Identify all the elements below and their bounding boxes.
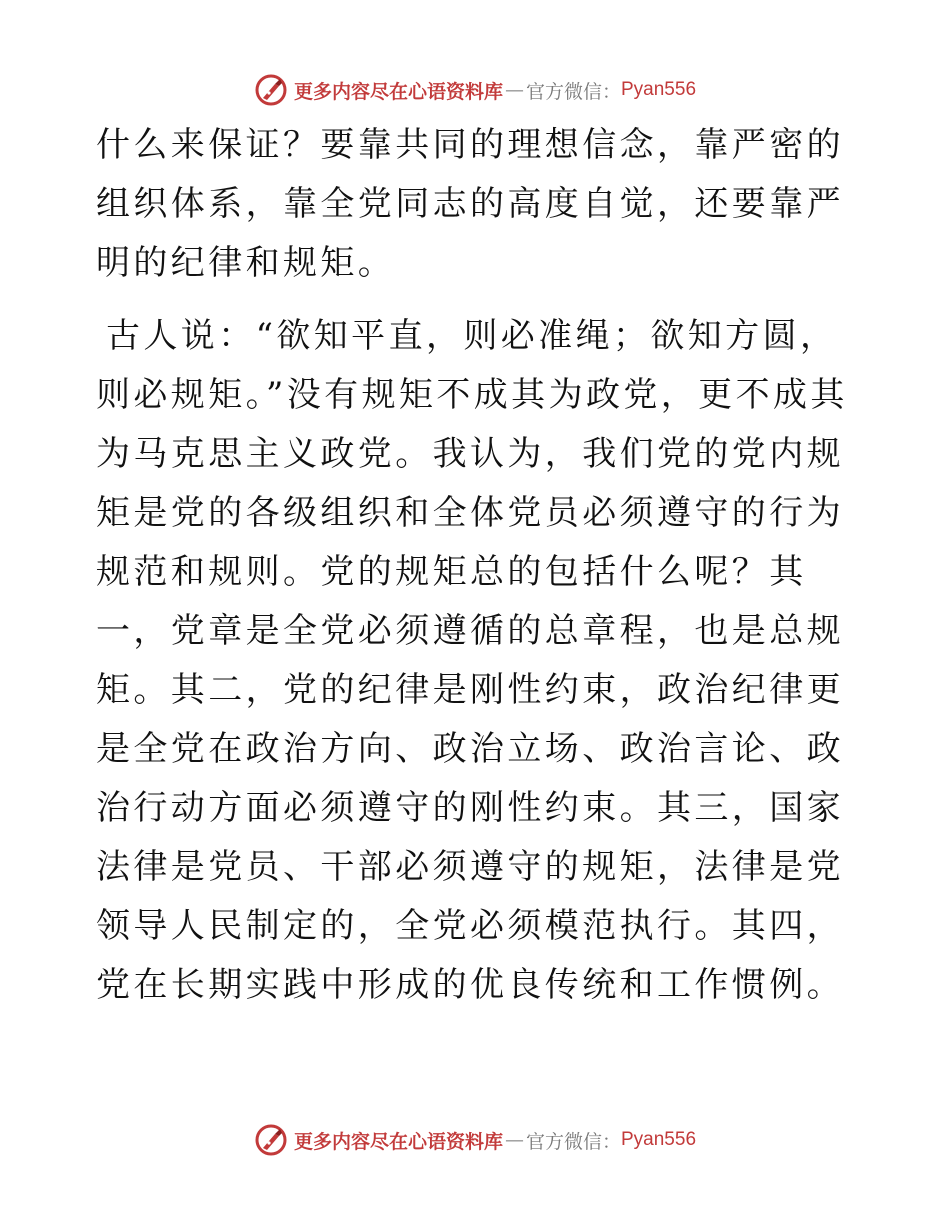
banner-account-id: Pyan556 [621, 79, 697, 100]
paragraph: 什么来保证？要靠共同的理想信念，靠严密的组织体系，靠全党同志的高度自觉，还要靠严明的纪律和规矩。 [96, 125, 844, 283]
header-banner-text [294, 77, 696, 104]
banner-account-id: Pyan556 [621, 1129, 697, 1150]
banner-wechat-label: 官方微信： [525, 1130, 621, 1153]
banner-separator: — [504, 79, 524, 101]
banner-main-text: 更多内容尽在心语资料库 [293, 80, 503, 103]
footer-watermark-banner [0, 1120, 950, 1160]
banner-main-text: 更多内容尽在心语资料库 [293, 1130, 503, 1153]
paragraph: 古人说：“欲知平直，则必准绳；欲知方圆，则必规矩。”没有规矩不成其为政党，更不成其为马克思主义政党。我认为，我们党的党内规矩是党的各级组织和全体党员必须遵守的行为规范和规则。党的规矩总的包括什么呢？其一，党章是全党必须遵循的总章程，也是总规矩。其二，党的纪律是刚性约束，政治纪律更是全党在政治方向、政治立场、政治言论、政治行动方面必须遵守的刚性约束。其三，国家法律是党员、干部必须遵守的规矩，法律是党领导人民制定的，全党必须模范执行。其四，党在长期实践中形成的优良传统和工作惯例。 [96, 316, 848, 1005]
footer-banner-text [294, 1127, 696, 1154]
banner-separator: — [504, 1129, 524, 1151]
pen-nib-logo-icon [254, 73, 288, 107]
document-body [96, 116, 851, 1015]
banner-wechat-label: 官方微信： [525, 80, 621, 103]
header-watermark-banner [0, 70, 950, 110]
pen-nib-logo-icon [254, 1123, 288, 1157]
